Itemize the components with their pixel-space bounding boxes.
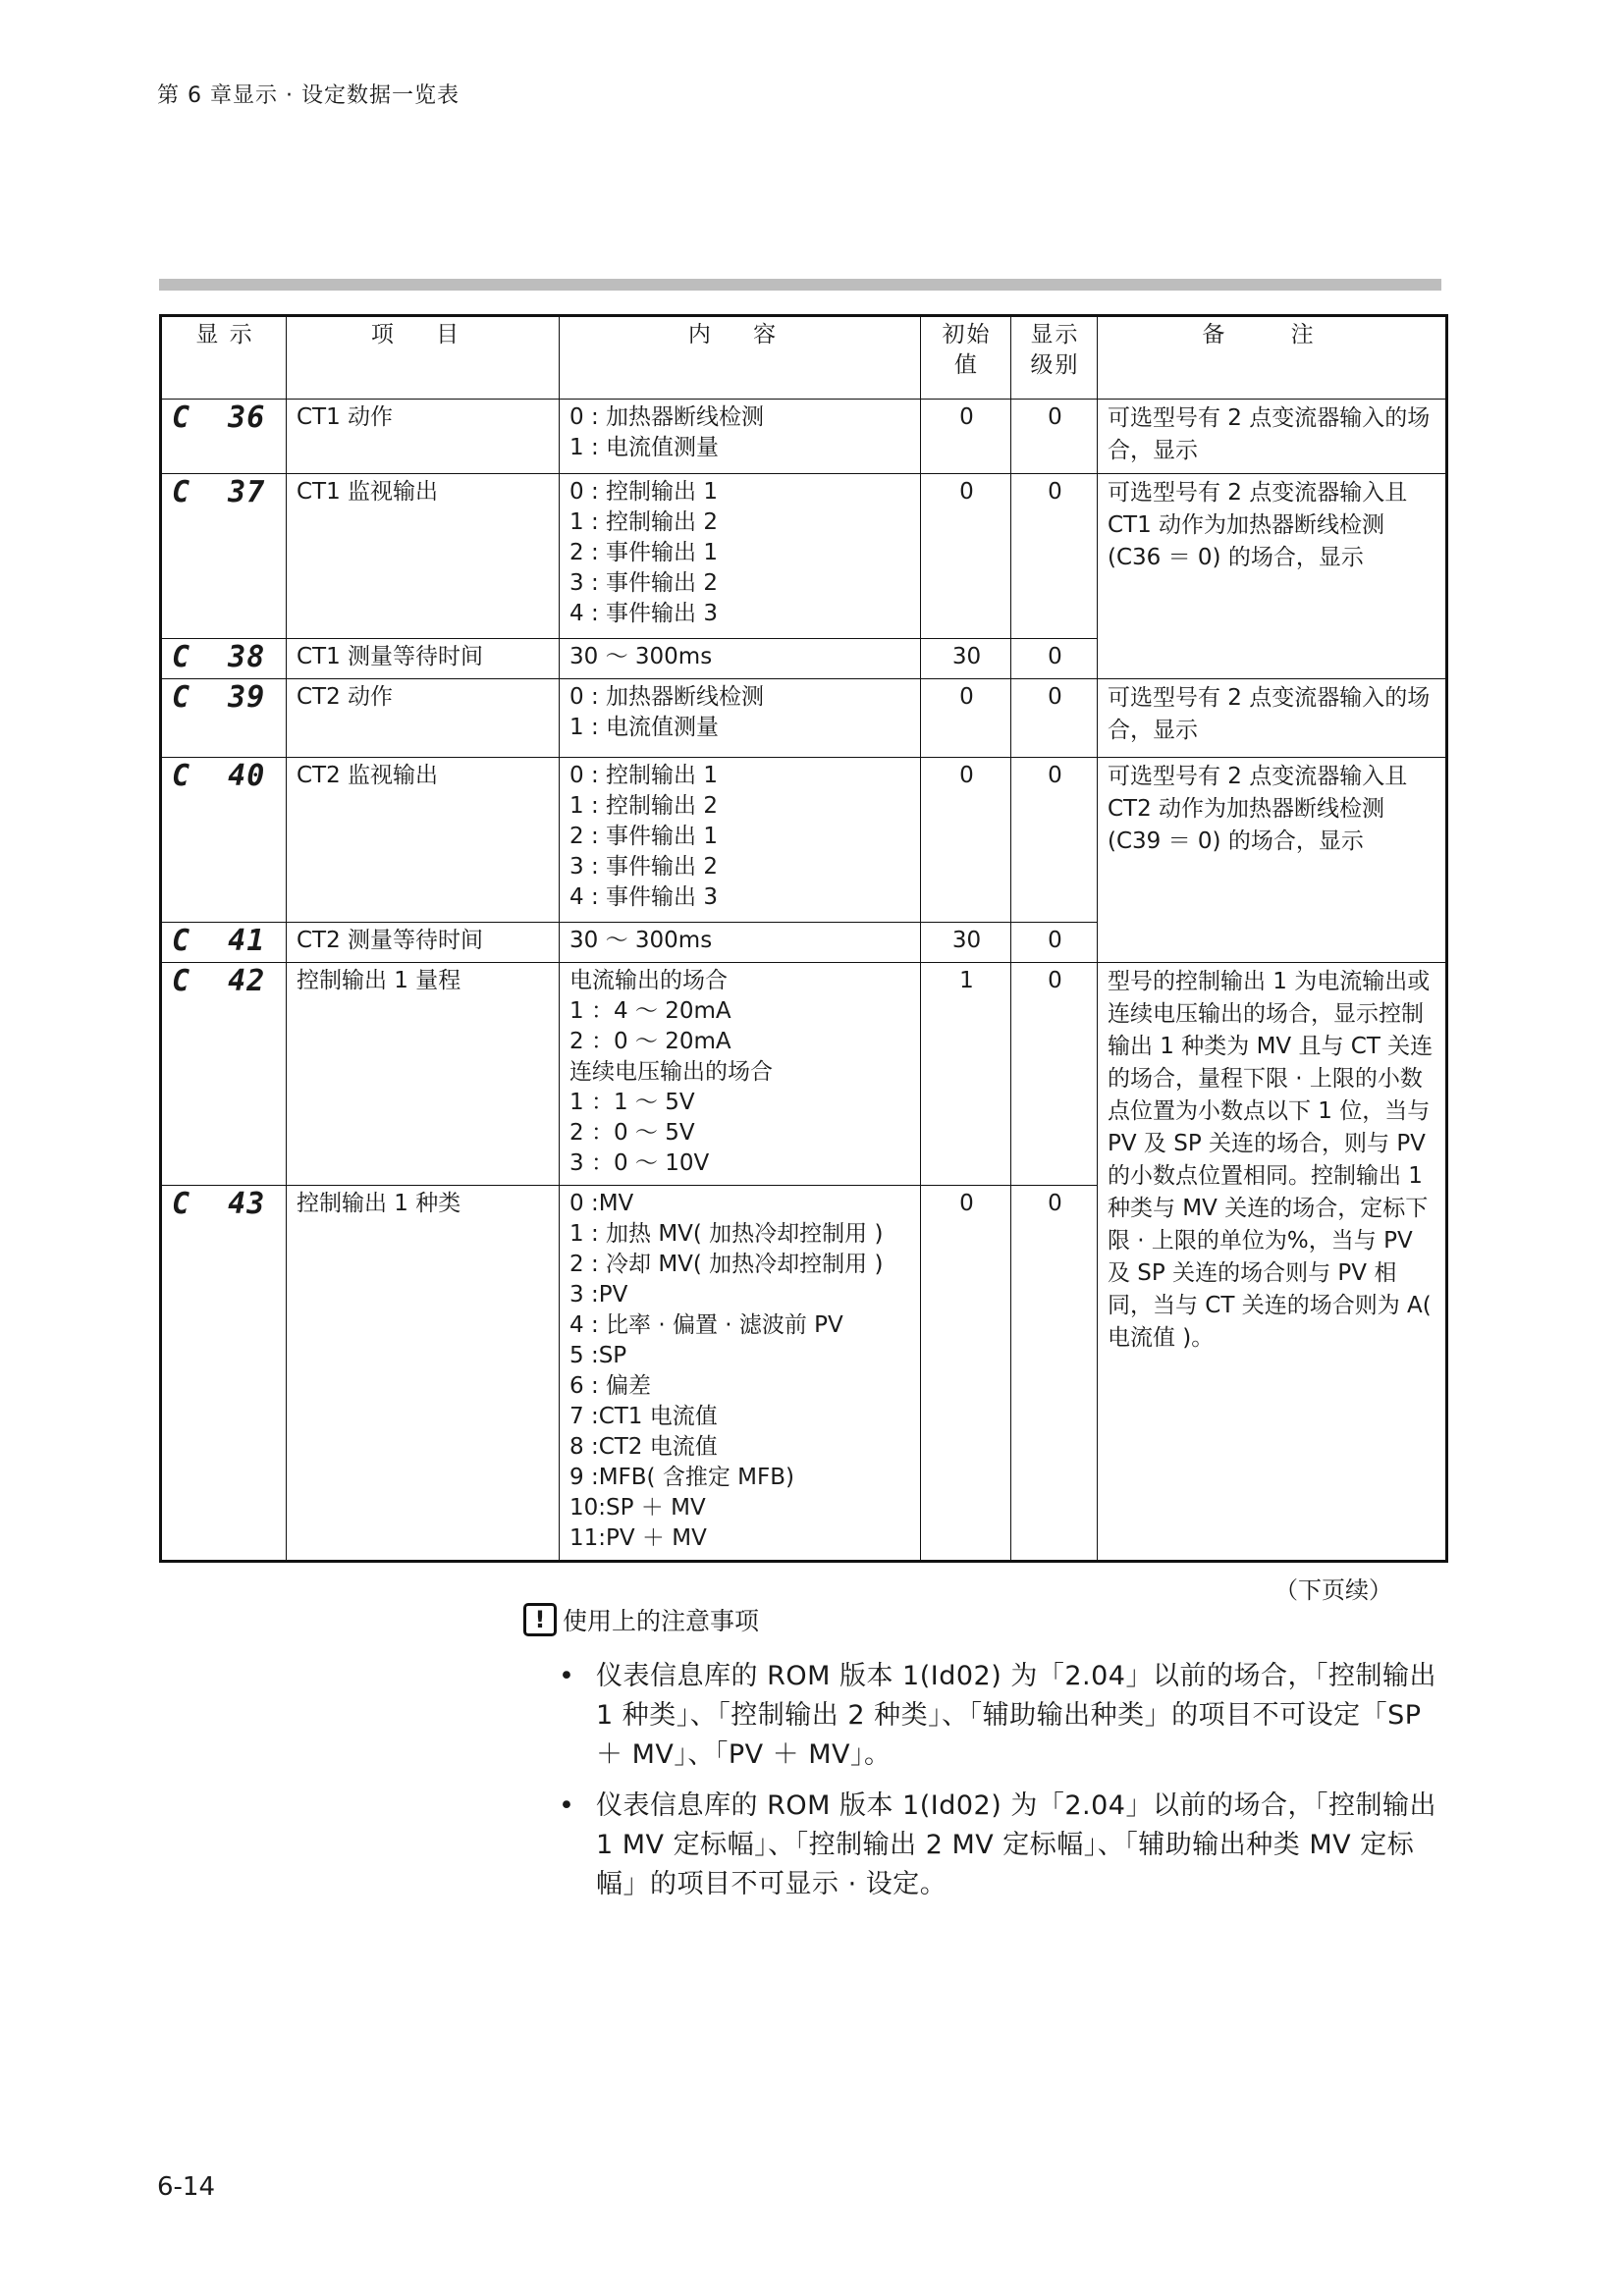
display-level: 0 [1011,1186,1098,1562]
display-code: C 42 [161,963,287,1186]
remark: 可选型号有 2 点变流器输入且 CT2 动作为加热器断线检测 (C39 ＝ 0) 的场合，显示 [1098,758,1447,963]
initial-value: 0 [921,400,1011,474]
col-level: 显示 级别 [1011,316,1098,400]
col-item: 项 目 [287,316,560,400]
initial-value: 1 [921,963,1011,1186]
col-remark: 备 注 [1098,316,1447,400]
item-content: 0 : 加热器断线检测 1 : 电流值测量 [560,400,921,474]
item-content: 0 :MV 1 : 加热 MV( 加热冷却控制用 ) 2 : 冷却 MV( 加热冷却控制用 ) 3 :PV 4 : 比率 · 偏置 · 滤波前 PV 5 :SP 6 : 偏差 7 :CT1 电流值 8 :CT2 电流值 9 :MFB( 含推定 MFB) 10:SP ＋ MV 11:PV ＋ MV [560,1186,921,1562]
display-code: C 43 [161,1186,287,1562]
caution-bullet [559,1657,1448,1775]
caution-bullet-text: 仪表信息库的 ROM 版本 1(Id02) 为「2.04」以前的场合，「控制输出 1 MV 定标幅」、「控制输出 2 MV 定标幅」、「辅助输出种类 MV 定标幅」的项目不可显示 · 设定。 [596,1790,1436,1899]
table-row [161,400,1447,474]
initial-value: 0 [921,1186,1011,1562]
display-level: 0 [1011,474,1098,639]
display-level: 0 [1011,639,1098,679]
item-name: CT1 监视输出 [287,474,560,639]
table-row [161,758,1447,923]
display-level: 0 [1011,923,1098,963]
item-content: 30 ～ 300ms [560,639,921,679]
page-number: 6-14 [157,2172,216,2202]
col-initial: 初始值 [921,316,1011,400]
item-content: 0 : 控制输出 1 1 : 控制输出 2 2 : 事件输出 1 3 : 事件输出 2 4 : 事件输出 3 [560,758,921,923]
settings-table [159,314,1448,1563]
continued-note: （下页续） [1274,1576,1392,1604]
display-level: 0 [1011,679,1098,758]
caution-bullet-text: 仪表信息库的 ROM 版本 1(Id02) 为「2.04」以前的场合，「控制输出 1 种类」、「控制输出 2 种类」、「辅助输出种类」的项目不可设定「SP ＋ MV」、「PV ＋ MV」。 [596,1661,1436,1770]
col-display: 显 示 [161,316,287,400]
display-level: 0 [1011,758,1098,923]
initial-value: 0 [921,679,1011,758]
remark: 型号的控制输出 1 为电流输出或连续电压输出的场合，显示控制输出 1 种类为 MV 且与 CT 关连的场合，量程下限 · 上限的小数点位置为小数点以下 1 位，当与 PV 及 SP 关连的场合，则与 PV 的小数点位置相同。控制输出 1 种类与 MV 关连的场合，定标下限 · 上限的单位为%，当与 PV 及 SP 关连的场合则与 PV 相同，当与 CT 关连的场合则为 A( 电流值 )。 [1098,963,1447,1562]
remark: 可选型号有 2 点变流器输入的场合，显示 [1098,400,1447,474]
item-name: CT2 动作 [287,679,560,758]
remark: 可选型号有 2 点变流器输入且 CT1 动作为加热器断线检测 (C36 ＝ 0) 的场合，显示 [1098,474,1447,679]
caution-heading [523,1602,759,1637]
table-row [161,679,1447,758]
item-content: 30 ～ 300ms [560,923,921,963]
initial-value: 0 [921,758,1011,923]
display-code: C 39 [161,679,287,758]
display-code: C 41 [161,923,287,963]
display-level: 0 [1011,400,1098,474]
table-row [161,474,1447,639]
bullet-dot-icon: • [559,1790,575,1821]
remark: 可选型号有 2 点变流器输入的场合，显示 [1098,679,1447,758]
item-content: 0 : 加热器断线检测 1 : 电流值测量 [560,679,921,758]
item-name: 控制输出 1 种类 [287,1186,560,1562]
initial-value: 30 [921,639,1011,679]
initial-value: 0 [921,474,1011,639]
table-row [161,963,1447,1186]
item-content: 电流输出的场合 1 ：4 ～ 20mA 2 ：0 ～ 20mA 连续电压输出的场合 1 ：1 ～ 5V 2 ：0 ～ 5V 3 ：0 ～ 10V [560,963,921,1186]
display-code: C 36 [161,400,287,474]
col-content: 内 容 [560,316,921,400]
item-name: CT1 测量等待时间 [287,639,560,679]
display-code: C 40 [161,758,287,923]
item-name: CT2 监视输出 [287,758,560,923]
bullet-dot-icon: • [559,1661,575,1691]
item-name: 控制输出 1 量程 [287,963,560,1186]
display-code: C 38 [161,639,287,679]
item-name: CT1 动作 [287,400,560,474]
table-header-row [161,316,1447,400]
initial-value: 30 [921,923,1011,963]
display-code: C 37 [161,474,287,639]
caution-title: 使用上的注意事项 [563,1607,760,1635]
caution-bullet [559,1787,1448,1904]
display-level: 0 [1011,963,1098,1186]
exclamation-box-icon: ! [523,1603,557,1636]
page-header: 第 6 章显示 · 设定数据一览表 [157,83,460,108]
item-content: 0 : 控制输出 1 1 : 控制输出 2 2 : 事件输出 1 3 : 事件输出 2 4 : 事件输出 3 [560,474,921,639]
header-divider [159,279,1441,291]
item-name: CT2 测量等待时间 [287,923,560,963]
